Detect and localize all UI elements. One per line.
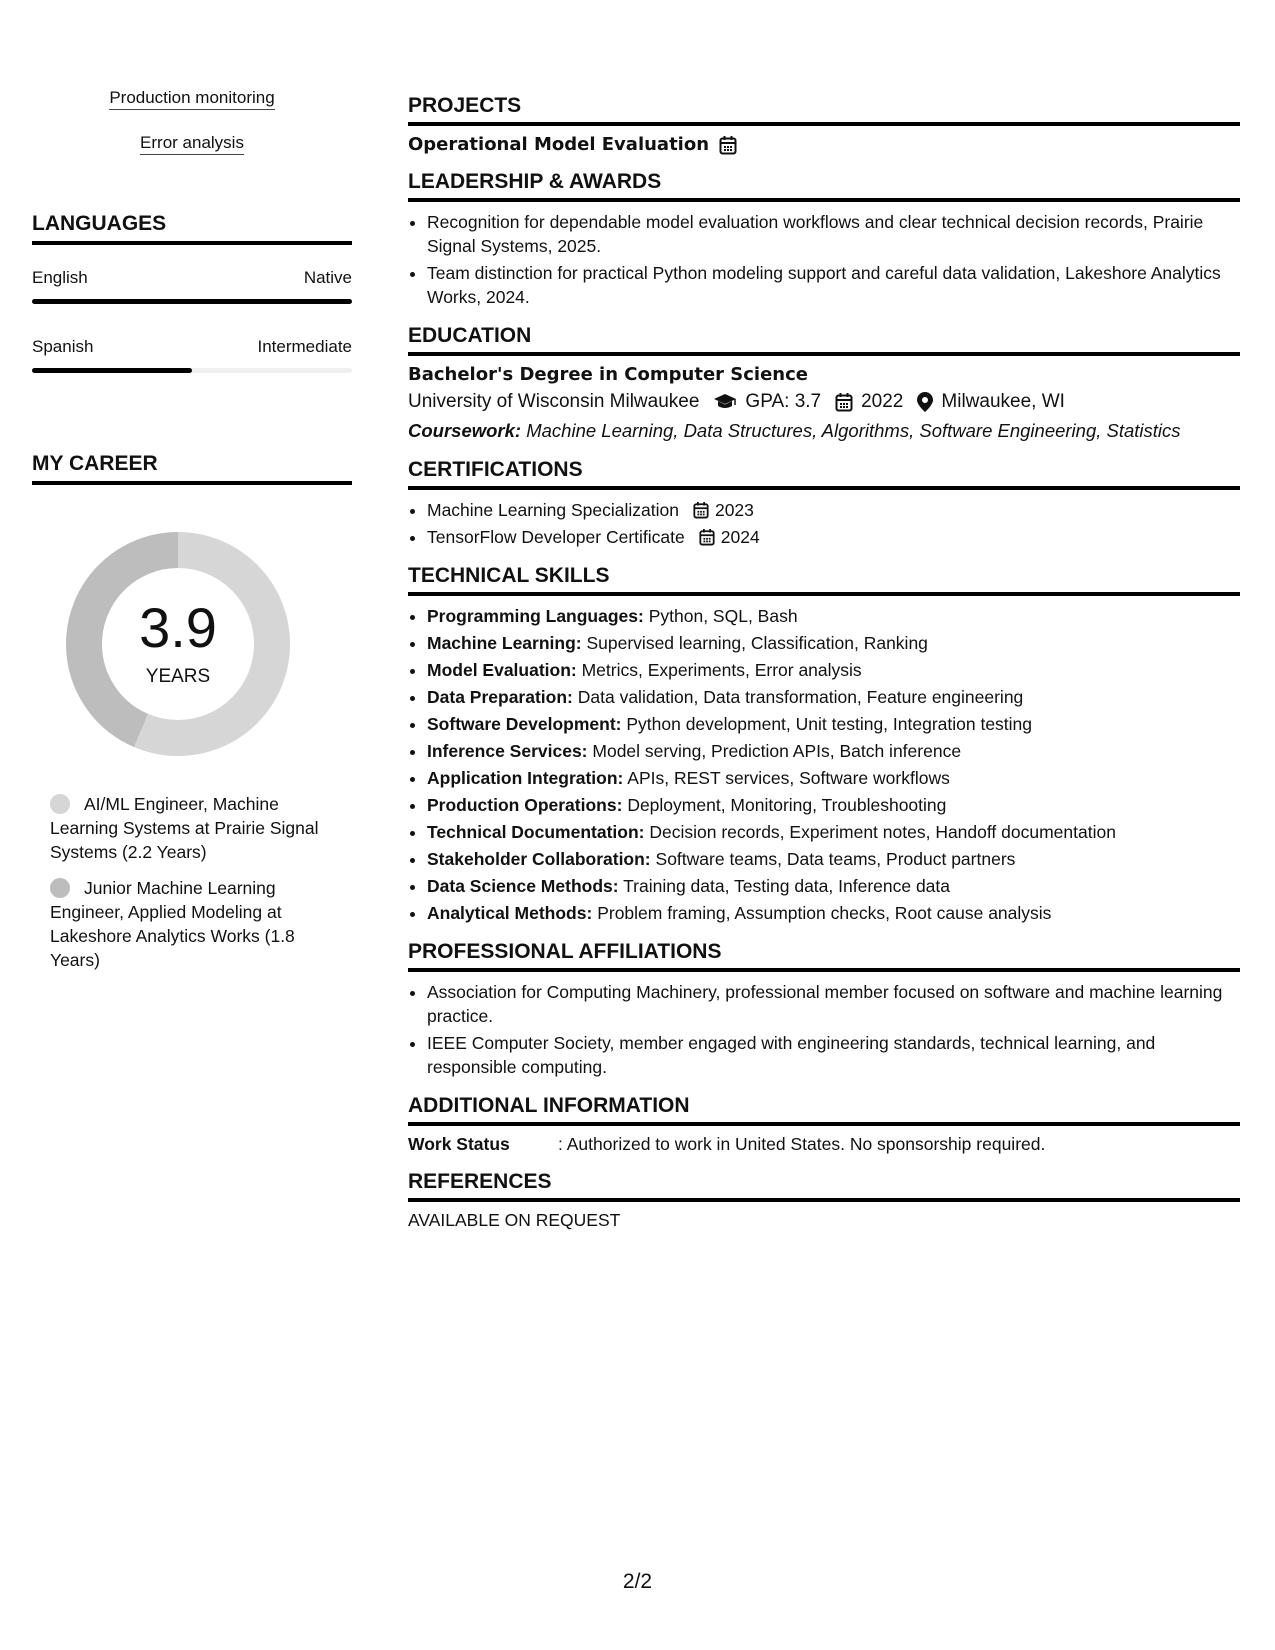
calendar-icon [835,392,853,412]
calendar-icon [719,135,737,155]
coursework [408,419,1240,443]
section-heading: REFERENCES [408,1170,1240,1202]
career-total-unit: YEARS [145,666,211,687]
education-section [408,324,1240,443]
skill-values: Training data, Testing data, Inference data [623,876,951,896]
skill-item [427,820,1240,844]
projects-section [408,94,1240,155]
skill-category: Production Operations: [427,795,623,815]
coursework-list: Machine Learning, Data Structures, Algorithms, Software Engineering, Statistics [526,420,1181,441]
work-status-row [408,1134,1240,1155]
list-item: • Association for Computing Machinery, professional member focused on software and machine learning practice. [427,980,1240,1028]
additional-info-section [408,1094,1240,1155]
skill-values: Data validation, Data transformation, Feature engineering [577,687,1024,707]
location-pin-icon [917,392,933,412]
skills-list [408,604,1240,925]
graduation-cap-icon [713,393,737,411]
skill-values: Software teams, Data teams, Product partners [655,849,1016,869]
section-heading: PROFESSIONAL AFFILIATIONS [408,940,1240,972]
skill-category: Machine Learning: [427,633,582,653]
skill-values: Model serving, Prediction APIs, Batch inference [592,741,962,761]
technical-skills-section [408,564,1240,925]
legend-dot [50,794,70,814]
skill-item [427,874,1240,898]
references-section [408,1170,1240,1231]
skill-category: Application Integration: [427,768,624,788]
skill-values: Metrics, Experiments, Error analysis [581,660,862,680]
calendar-icon [699,528,715,546]
career-total-value: 3.9 [139,596,217,659]
section-heading: PROJECTS [408,94,1240,126]
page-number: 2/2 [622,1570,653,1593]
work-status-value: : Authorized to work in United States. No sponsorship required. [558,1134,1046,1154]
language-proficiency-bar [32,368,352,373]
section-heading: CERTIFICATIONS [408,458,1240,490]
leadership-section [408,170,1240,309]
section-heading: ADDITIONAL INFORMATION [408,1094,1240,1126]
language-name: English [32,268,88,287]
skill-item [427,793,1240,817]
school-name: University of Wisconsin Milwaukee [408,391,700,412]
career-roles-list [50,792,340,984]
section-heading: TECHNICAL SKILLS [408,564,1240,596]
skill-item [427,658,1240,682]
references-text: AVAILABLE ON REQUEST [408,1210,621,1230]
skill-category: Model Evaluation: [427,660,577,680]
skill-item [427,631,1240,655]
skill-item [427,766,1240,790]
main-content [408,94,1240,1246]
graduation-year: 2022 [861,391,904,412]
skill-category: Software Development: [427,714,622,734]
list-item: • Team distinction for practical Python modeling support and careful data validation, Lakeshore Analytics Works, 2024. [427,261,1240,309]
skill-category: Analytical Methods: [427,903,593,923]
skill-item [427,712,1240,736]
skill-category: Inference Services: [427,741,588,761]
skill-item [427,901,1240,925]
skill-values: Deployment, Monitoring, Troubleshooting [627,795,947,815]
project-title: Operational Model Evaluation [408,134,1240,155]
affiliations-section [408,940,1240,1079]
skill-values: Problem framing, Assumption checks, Root cause analysis [597,903,1052,923]
language-row [32,337,352,357]
skill-values: APIs, REST services, Software workflows [627,768,950,788]
school-location: Milwaukee, WI [941,391,1065,412]
skill-category: Data Science Methods: [427,876,619,896]
skill-values: Supervised learning, Classification, Ranking [586,633,928,653]
section-heading: LEADERSHIP & AWARDS [408,170,1240,202]
language-level: Intermediate [257,337,352,356]
skill-tag: Production monitoring [32,88,352,110]
skill-category: Stakeholder Collaboration: [427,849,651,869]
list-item: • Recognition for dependable model evaluation workflows and clear technical decision records, Prairie Signal Systems, 2025. [427,210,1240,258]
skill-values: Python, SQL, Bash [648,606,798,626]
skill-item [427,739,1240,763]
career-role: AI/ML Engineer, Machine Learning Systems at Prairie Signal Systems (2.2 Years) [50,794,319,862]
coursework-label: Coursework: [408,420,522,441]
language-proficiency-fill [32,368,192,373]
career-role: Junior Machine Learning Engineer, Applied Modeling at Lakeshore Analytics Works (1.8 Years) [50,878,295,970]
language-row [32,268,352,288]
skill-category: Programming Languages: [427,606,644,626]
certification-item: • Machine Learning Specialization 2023 [427,498,1240,522]
skill-tag: Error analysis [32,133,352,155]
degree-title: Bachelor's Degree in Computer Science [408,364,808,385]
skill-values: Python development, Unit testing, Integration testing [626,714,1033,734]
language-level: Native [303,268,352,287]
language-name: Spanish [32,337,94,356]
languages-heading: LANGUAGES [32,212,352,245]
calendar-icon [693,501,709,519]
certifications-section [408,458,1240,549]
skill-item [427,685,1240,709]
skill-values: Decision records, Experiment notes, Handoff documentation [649,822,1116,842]
skill-category: Technical Documentation: [427,822,645,842]
section-heading: EDUCATION [408,324,1240,356]
skill-item [427,604,1240,628]
work-status-label: Work Status [408,1134,510,1154]
legend-dot [50,878,70,898]
skill-item [427,847,1240,871]
certification-item: • TensorFlow Developer Certificate 2024 [427,525,1240,549]
skill-category: Data Preparation: [427,687,573,707]
education-meta [408,391,1240,413]
language-proficiency-fill [32,299,352,304]
language-proficiency-bar [32,299,352,304]
list-item: • IEEE Computer Society, member engaged with engineering standards, technical learning, and responsible computing. [427,1031,1240,1079]
gpa: GPA: 3.7 [745,391,822,412]
career-heading: MY CAREER [32,452,352,485]
